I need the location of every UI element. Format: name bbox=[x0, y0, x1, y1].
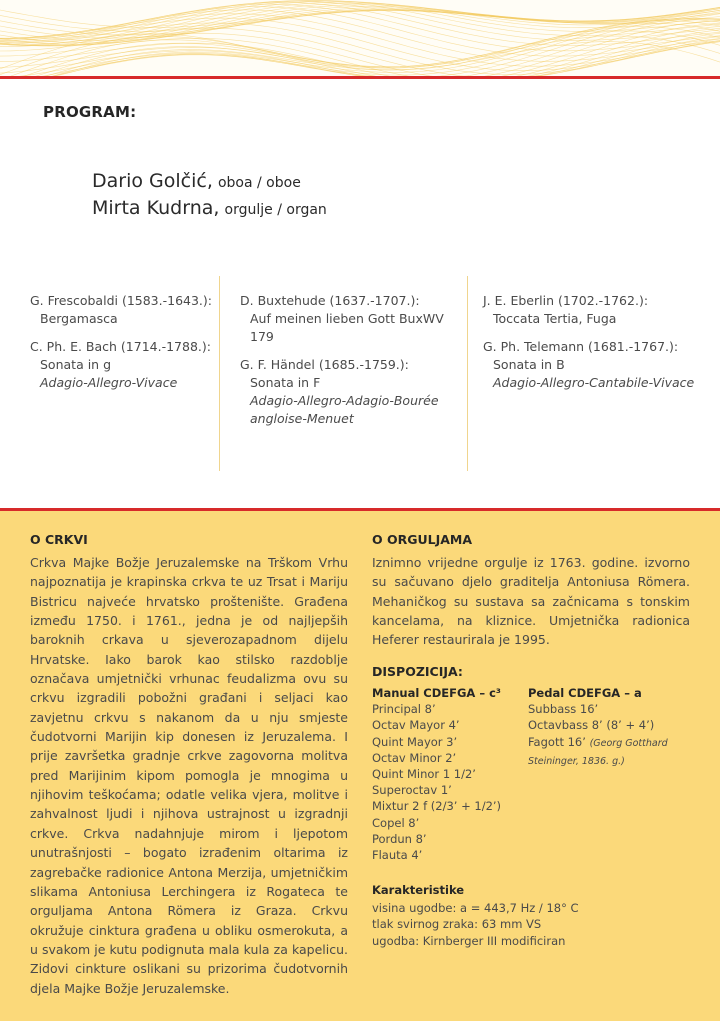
pedal-stops bbox=[528, 685, 708, 770]
church-description: Crkva Majke Božje Jeruzalemske na Trškom Vrhu najpoznatija je krapinska crkva te uz Trsat i Mariju Bistricu najveće hrvatsko proštenište. Građena između 1750. i 1761., jedna je od najljepših baroknih crkava u sjeverozapadnom dijelu Hrvatske. Iako barok kao stilsko razdoblje označava umjetnički vrhunac feudalizma ovu su crkvu izgradili pobožni građani i seljaci kao zavjetnu crkvu s nakanom da u nju smjeste čudotvorni Marijin kip donesen iz Jeruzalema. I prije završetka gradnje crkve zagovorna molitva pred Marijinim kipom pomogla je mnogima u njihovim teškoćama; odatle velika vjera, molitve i zahvalnost ljudi i njihova ustrajnost u izgradnji crkve. Crkva nadahnjuje mirom i ljepotom unutrašnjosti – bogato izrađenim oltarima iz zagrebačke radionice Antona Merzija, umjetničkim slikama Antoniusa Lerchingera iz Rogateca te orguljama Antona Römera iz Graza. Crkvu okružuje cinktura građena u obliku osmerokuta, a u svakom je kutu podignuta mala kula za kapelicu. Zidovi cinkture oslikani su prizorima čudotvornih djela Majke Božje Jeruzalemske. bbox=[30, 555, 348, 996]
stop-item: Flauta 4’ bbox=[372, 848, 423, 863]
column-divider bbox=[467, 276, 468, 471]
stop-item: Quint Mayor 3’ bbox=[372, 734, 458, 749]
work-title: Sonata in g bbox=[40, 357, 112, 372]
program-entry bbox=[483, 338, 708, 392]
stop-item: Quint Minor 1 1/2’ bbox=[372, 767, 476, 782]
column-divider bbox=[219, 276, 220, 471]
tempo-markings: Adagio-Allegro-Vivace bbox=[40, 375, 178, 390]
program-column-3 bbox=[483, 292, 708, 402]
wave-line bbox=[0, 10, 720, 28]
program-entry bbox=[483, 292, 708, 328]
program-column-2 bbox=[240, 292, 455, 438]
composer: G. Frescobaldi (1583.-1643.): bbox=[30, 293, 212, 308]
performer-role: oboa / oboe bbox=[217, 175, 301, 191]
work-title: Bergamasca bbox=[40, 311, 118, 326]
pedal-heading: Pedal CDEFGA – a bbox=[528, 686, 642, 700]
manual-stops bbox=[372, 685, 522, 863]
performer-name: Dario Golčić, bbox=[92, 170, 213, 192]
stop-item: Subbass 16’ bbox=[528, 702, 599, 717]
stop-name: Fagott 16’ bbox=[528, 734, 586, 749]
program-column-1 bbox=[30, 292, 215, 402]
organ-section-title: O ORGULJAMA bbox=[372, 532, 473, 547]
program-entry bbox=[240, 356, 455, 428]
program-heading: PROGRAM: bbox=[43, 103, 137, 121]
stop-item: Copel 8’ bbox=[372, 815, 420, 830]
characteristic-item: visina ugodbe: a = 443,7 Hz / 18° C bbox=[372, 901, 579, 915]
stop-builder-note: (Georg Gotthard Steininger, 1836. g.) bbox=[528, 737, 668, 767]
red-divider-top bbox=[0, 76, 720, 79]
performer-organ bbox=[92, 197, 327, 219]
stop-item: Principal 8’ bbox=[372, 702, 436, 717]
work-title: Auf meinen lieben Gott BuxWV 179 bbox=[250, 311, 444, 344]
performer-oboe bbox=[92, 170, 301, 192]
program-entry bbox=[30, 292, 215, 328]
composer: J. E. Eberlin (1702.-1762.): bbox=[483, 293, 649, 308]
characteristics-list bbox=[372, 900, 579, 949]
performer-role: orgulje / organ bbox=[224, 202, 327, 218]
stop-item-fagott bbox=[528, 734, 708, 770]
church-section-title: O CRKVI bbox=[30, 532, 88, 547]
organ-description: Iznimno vrijedne orgulje iz 1763. godine. izvorno su sačuvano djelo graditelja Antoniusa Römera. Mehaničkog su sustava sa začnicama s tonskim kancelama, na kliznice. Umjetnička radionica Heferer restaurirala je 1995. bbox=[372, 555, 690, 648]
composer: C. Ph. E. Bach (1714.-1788.): bbox=[30, 339, 211, 354]
stop-item: Octav Minor 2’ bbox=[372, 750, 457, 765]
tempo-markings: Adagio-Allegro-Adagio-Bourée angloise-Menuet bbox=[250, 393, 439, 426]
composer: G. F. Händel (1685.-1759.): bbox=[240, 357, 409, 372]
work-title: Sonata in B bbox=[493, 357, 565, 372]
wave-pattern bbox=[0, 0, 720, 78]
composer: G. Ph. Telemann (1681.-1767.): bbox=[483, 339, 679, 354]
wave-line bbox=[0, 7, 720, 43]
performer-name: Mirta Kudrna, bbox=[92, 197, 220, 219]
characteristic-item: tlak svirnog zraka: 63 mm VS bbox=[372, 917, 542, 932]
tempo-markings: Adagio-Allegro-Cantabile-Vivace bbox=[493, 375, 695, 390]
disposition-title: DISPOZICIJA: bbox=[372, 664, 463, 679]
stop-item: Superoctav 1’ bbox=[372, 783, 452, 798]
work-title: Toccata Tertia, Fuga bbox=[493, 311, 617, 326]
work-title: Sonata in F bbox=[250, 375, 321, 390]
manual-heading: Manual CDEFGA – c³ bbox=[372, 686, 501, 700]
program-entry bbox=[240, 292, 455, 346]
stop-item: Pordun 8’ bbox=[372, 831, 427, 846]
decorative-banner bbox=[0, 0, 720, 78]
program-entry bbox=[30, 338, 215, 392]
stop-item: Octavbass 8’ (8’ + 4’) bbox=[528, 718, 655, 733]
characteristic-item: ugodba: Kirnberger III modificiran bbox=[372, 933, 566, 948]
composer: D. Buxtehude (1637.-1707.): bbox=[240, 293, 420, 308]
stop-item: Octav Mayor 4’ bbox=[372, 718, 460, 733]
stop-item: Mixtur 2 f (2/3’ + 1/2’) bbox=[372, 799, 502, 814]
characteristics-title: Karakteristike bbox=[372, 883, 465, 897]
